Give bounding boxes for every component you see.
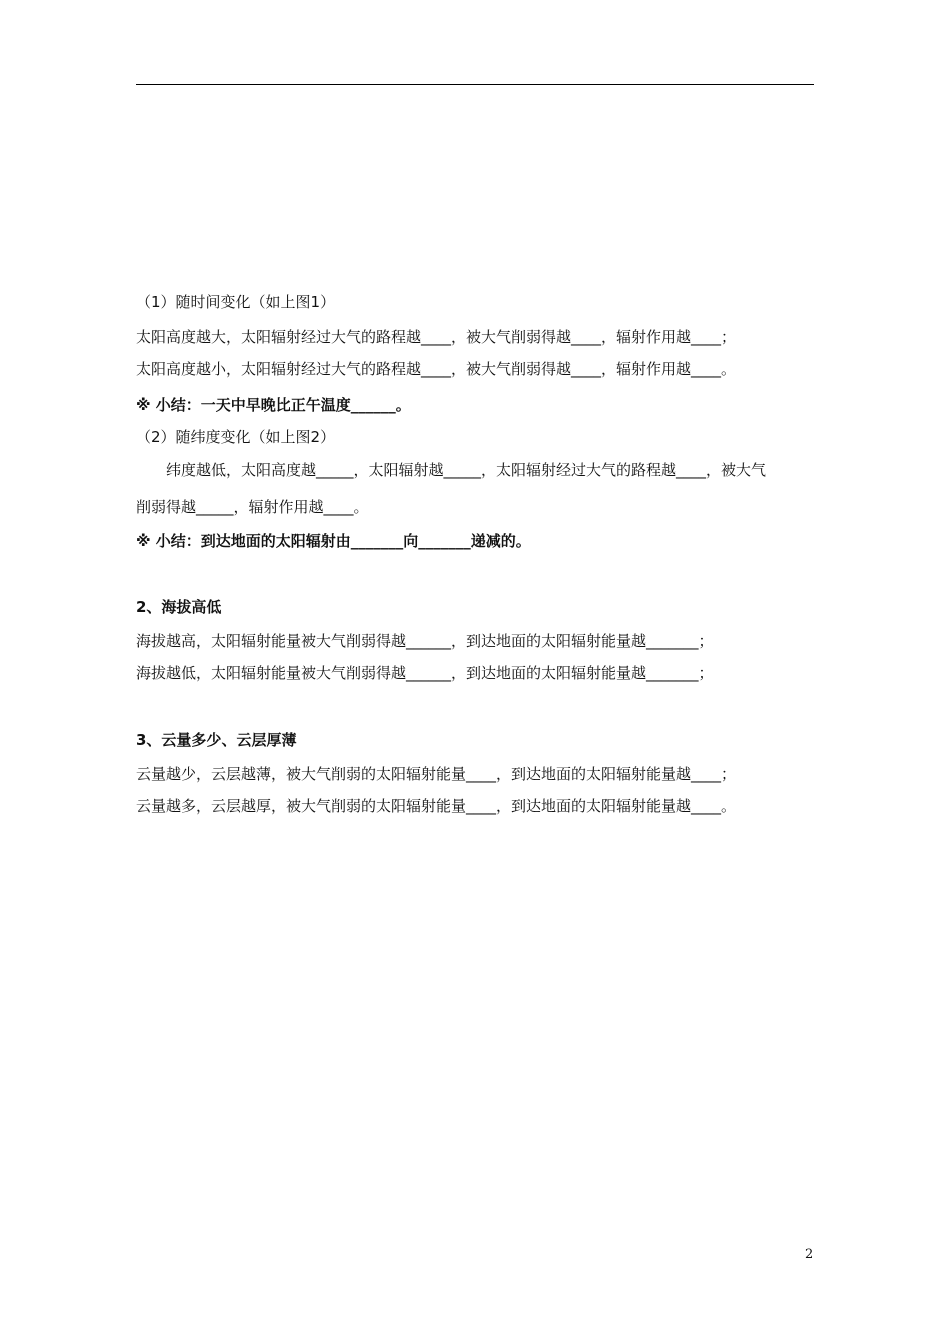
subsection-latitude-title: （2）随纬度变化（如上图2） [136, 428, 336, 446]
latitude-line-1: 纬度越低，太阳高度越_____，太阳辐射越_____，太阳辐射经过大气的路程越____，被大气 [166, 461, 767, 479]
time-line-smaller-altitude: 太阳高度越小，太阳辐射经过大气的路程越____，被大气削弱得越____，辐射作用越____。 [136, 360, 737, 378]
page-number: 2 [805, 1247, 814, 1262]
summary-latitude: ※ 小结：到达地面的太阳辐射由_______向_______递减的。 [136, 532, 531, 550]
cloud-line-more: 云量越多，云层越厚，被大气削弱的太阳辐射能量____，到达地面的太阳辐射能量越____。 [136, 797, 737, 815]
latitude-line-2: 削弱得越_____，辐射作用越____。 [136, 498, 369, 516]
section-cloud-title: 3、云量多少、云层厚薄 [136, 731, 297, 749]
summary-time: ※ 小结：一天中早晚比正午温度______。 [136, 396, 411, 414]
header-rule [136, 84, 814, 85]
section-altitude-title: 2、海拔高低 [136, 598, 222, 616]
altitude-line-high: 海拔越高，太阳辐射能量被大气削弱得越______，到达地面的太阳辐射能量越_______； [136, 632, 714, 650]
time-line-larger-altitude: 太阳高度越大，太阳辐射经过大气的路程越____，被大气削弱得越____，辐射作用越____； [136, 328, 737, 346]
cloud-line-less: 云量越少，云层越薄，被大气削弱的太阳辐射能量____，到达地面的太阳辐射能量越____； [136, 765, 737, 783]
altitude-line-low: 海拔越低，太阳辐射能量被大气削弱得越______，到达地面的太阳辐射能量越_______； [136, 664, 714, 682]
subsection-time-title: （1）随时间变化（如上图1） [136, 293, 336, 311]
